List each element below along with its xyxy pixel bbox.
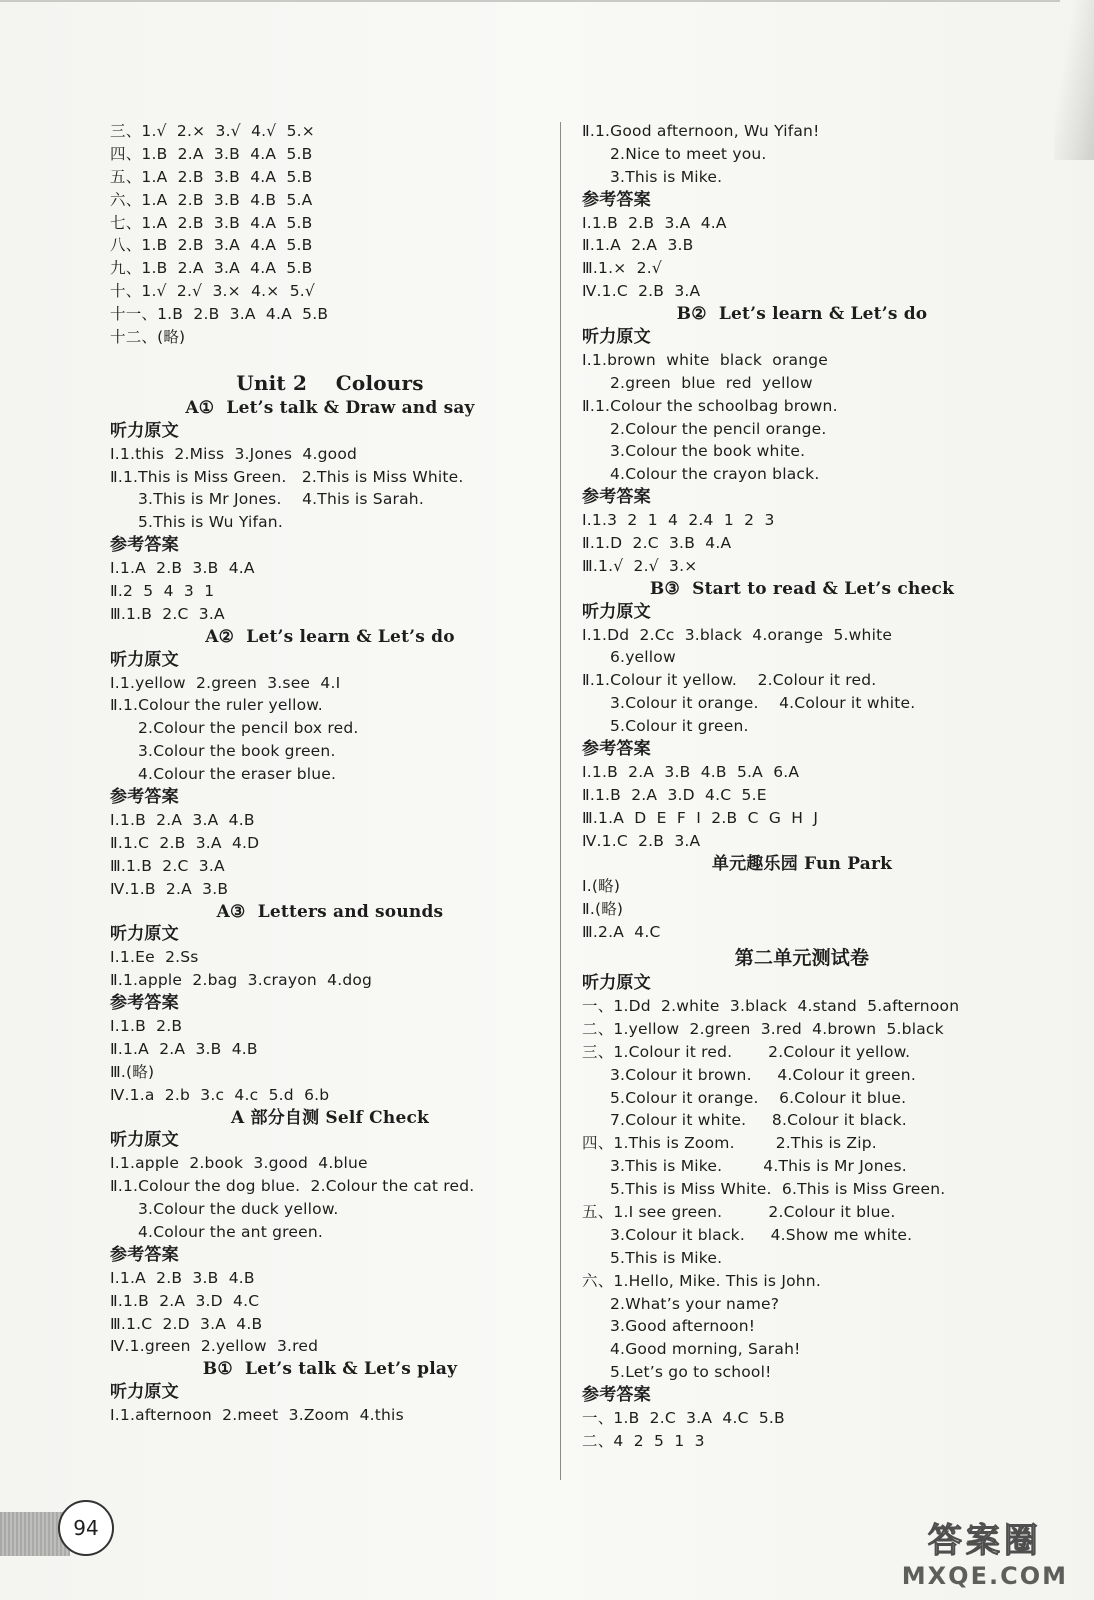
answer-line: 4.Good morning, Sarah! bbox=[610, 1340, 801, 1359]
page-top-border bbox=[0, 0, 1060, 2]
answer-line: Ⅳ.1.C 2.B 3.A bbox=[582, 831, 701, 850]
subsection-heading: 听力原文 bbox=[110, 1130, 179, 1151]
answer-line: 六、1.Hello, Mike. This is John. bbox=[582, 1271, 821, 1290]
subsection-heading: 参考答案 bbox=[582, 189, 651, 210]
answer-line: Ⅲ.1.B 2.C 3.A bbox=[110, 856, 225, 875]
answer-line: Ⅱ.1.B 2.A 3.D 4.C 5.E bbox=[582, 785, 767, 804]
answer-line: 4.Colour the ant green. bbox=[138, 1222, 323, 1241]
answer-line: Ⅰ.1.B 2.A 3.B 4.B 5.A 6.A bbox=[582, 762, 800, 781]
section-heading: B② Let’s learn & Let’s do bbox=[676, 304, 928, 325]
answer-line: 5.Colour it green. bbox=[610, 717, 749, 736]
section-heading: 单元趣乐园 Fun Park bbox=[711, 853, 893, 874]
answer-line: 八、1.B 2.B 3.A 4.A 5.B bbox=[110, 236, 313, 255]
answer-line: Ⅲ.2.A 4.C bbox=[582, 923, 661, 942]
column-divider bbox=[560, 122, 561, 1480]
answer-line: Ⅰ.(略) bbox=[582, 877, 621, 896]
answer-line: Ⅱ.1.A 2.A 3.B bbox=[582, 236, 694, 255]
answer-line: 3.Colour the book white. bbox=[610, 442, 806, 461]
answer-line: 2.What’s your name? bbox=[610, 1294, 780, 1313]
answer-line: Ⅰ.1.A 2.B 3.B 4.B bbox=[110, 1268, 255, 1287]
answer-line: Ⅳ.1.C 2.B 3.A bbox=[582, 282, 701, 301]
answer-line: 四、1.This is Zoom. 2.This is Zip. bbox=[582, 1134, 877, 1153]
watermark-main-text: 答案圈 bbox=[927, 1521, 1042, 1561]
answer-line: 3.This is Mike. 4.This is Mr Jones. bbox=[610, 1157, 907, 1176]
answer-line: Ⅰ.1.apple 2.book 3.good 4.blue bbox=[110, 1154, 368, 1173]
answer-line: 二、1.yellow 2.green 3.red 4.brown 5.black bbox=[582, 1019, 944, 1038]
watermark-logo bbox=[902, 1513, 1068, 1590]
subsection-heading: 参考答案 bbox=[110, 993, 179, 1014]
answer-line: Ⅱ.1.Colour the dog blue. 2.Colour the cat red. bbox=[110, 1177, 475, 1196]
answer-line: 3.Colour it black. 4.Show me white. bbox=[610, 1225, 913, 1244]
test-title: 第二单元测试卷 bbox=[734, 947, 870, 970]
answer-line: 五、1.A 2.B 3.B 4.A 5.B bbox=[110, 167, 313, 186]
subsection-heading: 听力原文 bbox=[110, 649, 179, 670]
answer-line: 一、1.B 2.C 3.A 4.C 5.B bbox=[582, 1408, 785, 1427]
page-number: 94 bbox=[58, 1500, 114, 1556]
answer-line: Ⅰ.1.brown white black orange bbox=[582, 350, 829, 369]
answer-line: 九、1.B 2.A 3.A 4.A 5.B bbox=[110, 259, 313, 278]
subsection-heading: 参考答案 bbox=[110, 787, 179, 808]
answer-line: Ⅱ.(略) bbox=[582, 900, 624, 919]
answer-line: 7.Colour it white. 8.Colour it black. bbox=[610, 1111, 907, 1130]
answer-line: Ⅰ.1.B 2.B 3.A 4.A bbox=[582, 213, 727, 232]
answer-line: Ⅲ.1.C 2.D 3.A 4.B bbox=[110, 1314, 263, 1333]
answer-line: Ⅱ.1.This is Miss Green. 2.This is Miss White. bbox=[110, 467, 464, 486]
answer-line: Ⅰ.1.Dd 2.Cc 3.black 4.orange 5.white bbox=[582, 625, 893, 644]
section-heading: B① Let’s talk & Let’s play bbox=[202, 1359, 458, 1380]
section-heading: B③ Start to read & Let’s check bbox=[649, 578, 955, 599]
answer-line: 三、1.√ 2.× 3.√ 4.√ 5.× bbox=[110, 122, 315, 140]
answer-line: Ⅰ.1.A 2.B 3.B 4.A bbox=[110, 559, 255, 578]
answer-line: Ⅱ.2 5 4 3 1 bbox=[110, 582, 215, 601]
answer-line: Ⅱ.1.Colour the schoolbag brown. bbox=[582, 396, 838, 415]
answer-line: 十二、(略) bbox=[110, 328, 186, 347]
answer-line: 2.Colour the pencil box red. bbox=[138, 719, 359, 738]
answer-line: Ⅱ.1.Colour the ruler yellow. bbox=[110, 696, 323, 715]
answer-line: Ⅳ.1.green 2.yellow 3.red bbox=[110, 1337, 319, 1356]
answer-line: Ⅱ.1.Colour it yellow. 2.Colour it red. bbox=[582, 671, 877, 690]
answer-line: 3.Colour it orange. 4.Colour it white. bbox=[610, 694, 916, 713]
answer-line: Ⅲ.1.A D E F I 2.B C G H J bbox=[582, 808, 819, 827]
answer-line: 3.Colour it brown. 4.Colour it green. bbox=[610, 1065, 916, 1084]
answer-line: 5.Colour it orange. 6.Colour it blue. bbox=[610, 1088, 907, 1107]
answer-line: Ⅱ.1.apple 2.bag 3.crayon 4.dog bbox=[110, 971, 373, 990]
answer-line: Ⅰ.1.afternoon 2.meet 3.Zoom 4.this bbox=[110, 1406, 404, 1425]
answer-line: 5.This is Wu Yifan. bbox=[138, 513, 283, 532]
answer-line: Ⅰ.1.B 2.A 3.A 4.B bbox=[110, 810, 255, 829]
section-heading: A① Let’s talk & Draw and say bbox=[185, 397, 475, 418]
answer-line: 5.This is Miss White. 6.This is Miss Green. bbox=[610, 1180, 946, 1199]
answer-line: Ⅱ.1.B 2.A 3.D 4.C bbox=[110, 1291, 260, 1310]
subsection-heading: 听力原文 bbox=[582, 327, 651, 348]
answer-line: Ⅲ.(略) bbox=[110, 1062, 155, 1081]
answer-line: Ⅰ.1.B 2.B bbox=[110, 1016, 183, 1035]
subsection-heading: 参考答案 bbox=[110, 1244, 179, 1265]
section-heading: A③ Letters and sounds bbox=[216, 901, 444, 922]
watermark-url-text: MXQE.COM bbox=[901, 1562, 1068, 1590]
answer-line: 三、1.Colour it red. 2.Colour it yellow. bbox=[582, 1042, 911, 1061]
subsection-heading: 听力原文 bbox=[110, 924, 179, 945]
answer-line: 二、4 2 5 1 3 bbox=[582, 1431, 705, 1450]
right-column bbox=[582, 120, 1022, 1453]
answer-line: Ⅲ.1.B 2.C 3.A bbox=[110, 604, 225, 623]
answer-line: 4.Colour the crayon black. bbox=[610, 465, 820, 484]
answer-line: 六、1.A 2.B 3.B 4.B 5.A bbox=[110, 190, 313, 209]
answer-line: Ⅲ.1.× 2.√ bbox=[582, 259, 662, 278]
answer-line: 四、1.B 2.A 3.B 4.A 5.B bbox=[110, 144, 313, 163]
answer-line: 十一、1.B 2.B 3.A 4.A 5.B bbox=[110, 305, 329, 324]
subsection-heading: 听力原文 bbox=[110, 1382, 179, 1403]
answer-line: 3.Good afternoon! bbox=[610, 1317, 756, 1336]
answer-line: 2.Colour the pencil orange. bbox=[610, 419, 827, 438]
answer-line: Ⅳ.1.B 2.A 3.B bbox=[110, 879, 229, 898]
answer-line: Ⅰ.1.yellow 2.green 3.see 4.I bbox=[110, 673, 341, 692]
answer-line: 七、1.A 2.B 3.B 4.A 5.B bbox=[110, 213, 313, 232]
answer-line: Ⅳ.1.a 2.b 3.c 4.c 5.d 6.b bbox=[110, 1085, 330, 1104]
answer-line: Ⅰ.1.3 2 1 4 2.4 1 2 3 bbox=[582, 511, 775, 530]
page-curl-shadow bbox=[1054, 0, 1094, 160]
answer-line: Ⅱ.1.Good afternoon, Wu Yifan! bbox=[582, 122, 820, 140]
section-heading: A② Let’s learn & Let’s do bbox=[205, 626, 455, 647]
answer-line: 3.Colour the duck yellow. bbox=[138, 1200, 339, 1219]
unit-title: Unit 2 Colours bbox=[236, 370, 424, 395]
answer-line: 3.This is Mr Jones. 4.This is Sarah. bbox=[138, 490, 424, 509]
subsection-heading: 听力原文 bbox=[110, 420, 179, 441]
subsection-heading: 参考答案 bbox=[110, 535, 179, 556]
subsection-heading: 参考答案 bbox=[582, 739, 651, 760]
subsection-heading: 参考答案 bbox=[582, 1385, 651, 1406]
answer-line: 五、1.I see green. 2.Colour it blue. bbox=[582, 1202, 896, 1221]
answer-line: 6.yellow bbox=[610, 648, 676, 667]
answer-line: 十、1.√ 2.√ 3.× 4.× 5.√ bbox=[110, 282, 315, 301]
answer-line: 5.Let’s go to school! bbox=[610, 1363, 772, 1382]
answer-line: Ⅱ.1.D 2.C 3.B 4.A bbox=[582, 534, 732, 553]
section-heading: A 部分自测 Self Check bbox=[230, 1107, 430, 1128]
subsection-heading: 听力原文 bbox=[582, 601, 651, 622]
answer-line: 2.Nice to meet you. bbox=[610, 144, 767, 163]
answer-line: 2.green blue red yellow bbox=[610, 373, 813, 392]
answer-line: 3.Colour the book green. bbox=[138, 742, 336, 761]
subsection-heading: 听力原文 bbox=[582, 973, 651, 994]
left-column bbox=[110, 120, 550, 1427]
answer-line: Ⅱ.1.A 2.A 3.B 4.B bbox=[110, 1039, 258, 1058]
subsection-heading: 参考答案 bbox=[582, 487, 651, 508]
answer-line: Ⅲ.1.√ 2.√ 3.× bbox=[582, 556, 698, 575]
answer-line: Ⅰ.1.Ee 2.Ss bbox=[110, 948, 199, 967]
answer-line: 5.This is Mike. bbox=[610, 1248, 723, 1267]
answer-line: 一、1.Dd 2.white 3.black 4.stand 5.afternoon bbox=[582, 996, 960, 1015]
answer-line: 3.This is Mike. bbox=[610, 167, 723, 186]
answer-line: 4.Colour the eraser blue. bbox=[138, 765, 337, 784]
answer-line: Ⅰ.1.this 2.Miss 3.Jones 4.good bbox=[110, 444, 358, 463]
answer-line: Ⅱ.1.C 2.B 3.A 4.D bbox=[110, 833, 260, 852]
